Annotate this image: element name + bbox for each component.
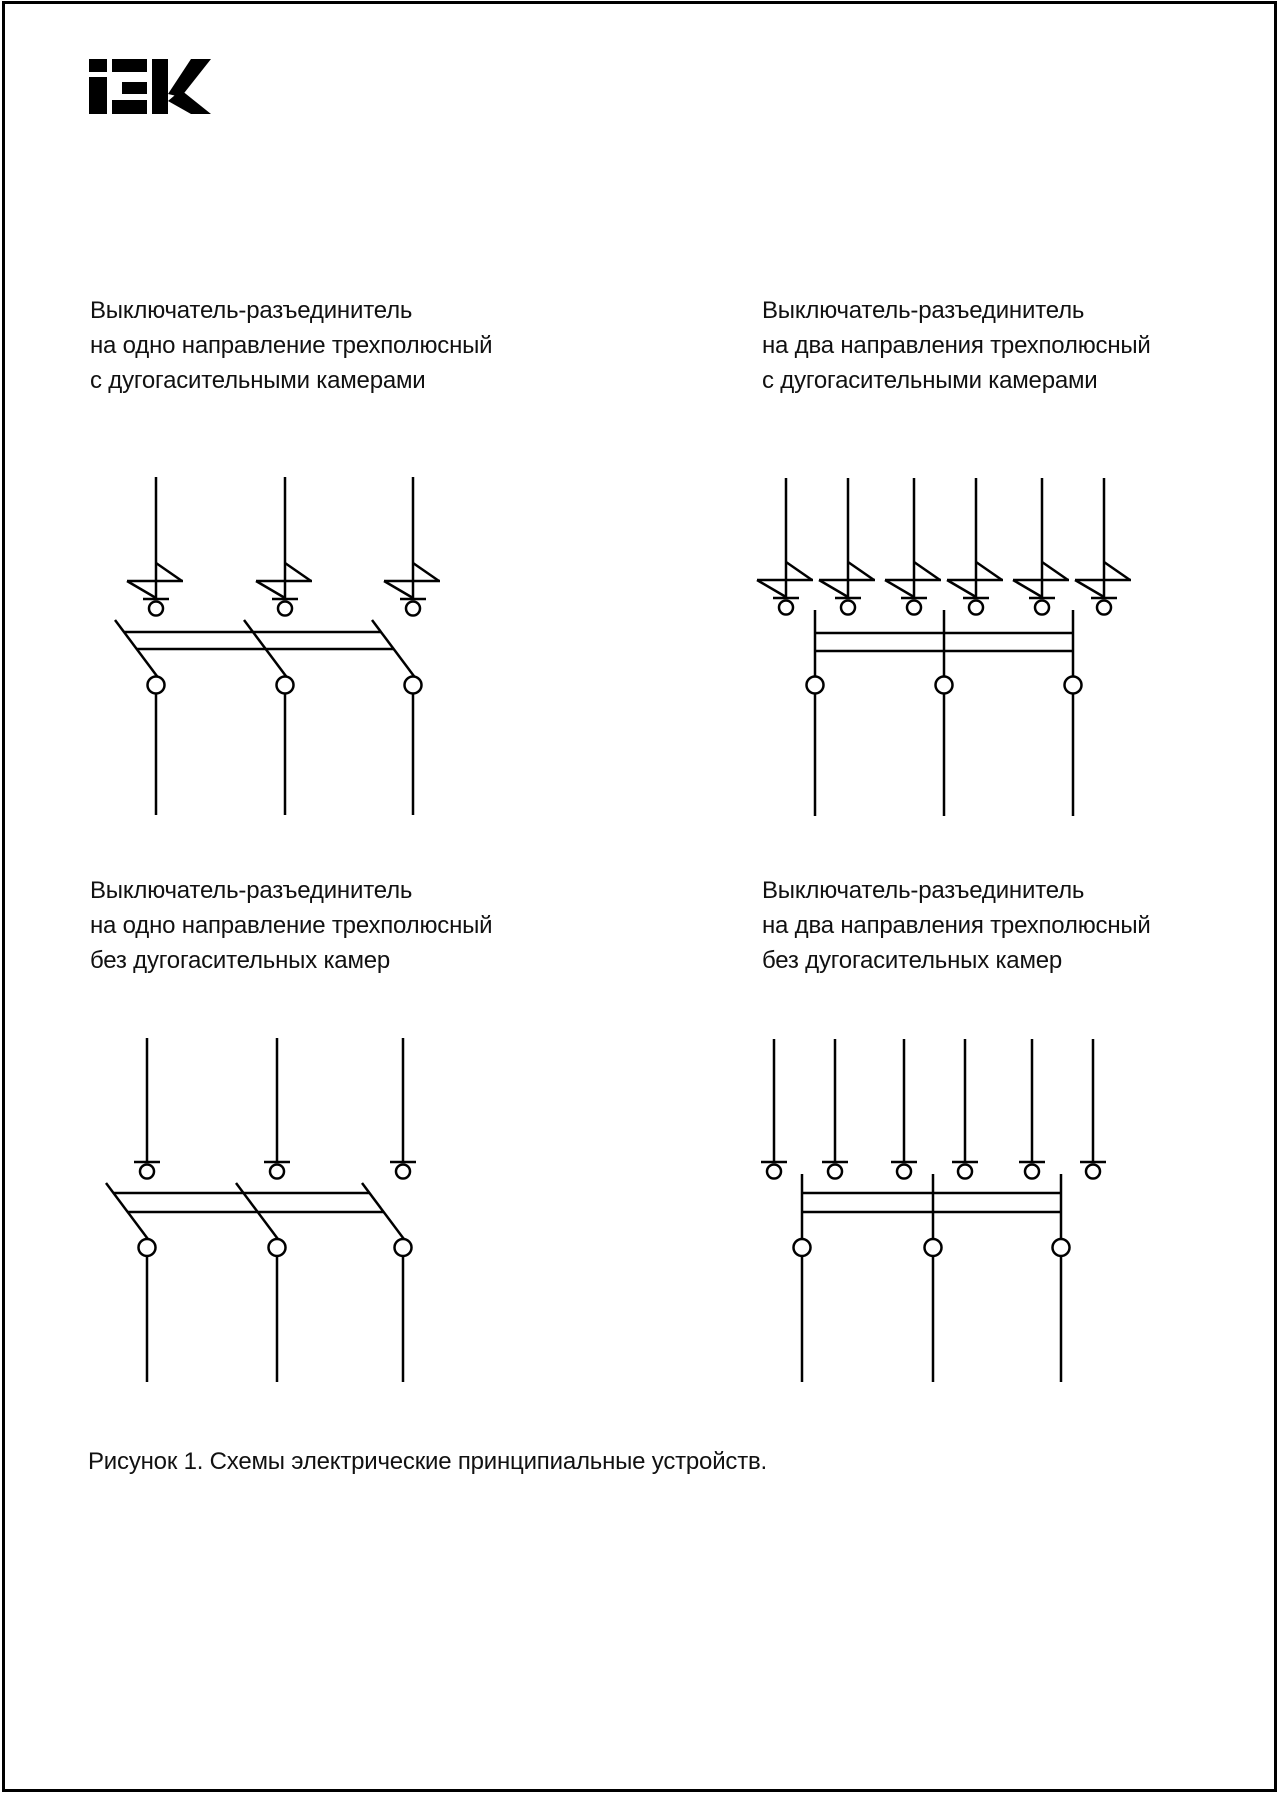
title-line: на два направления трехполюсный xyxy=(762,332,1151,359)
title-line: на одно направление трехполюсный xyxy=(90,912,493,939)
schematic-two-directions-no-chutes xyxy=(761,1039,1106,1382)
title-line: Выключатель-разъединитель xyxy=(90,297,413,324)
schematic-one-direction-with-chutes xyxy=(115,477,440,815)
title-line: Выключатель-разъединитель xyxy=(762,297,1085,324)
title-line: на одно направление трехполюсный xyxy=(90,332,493,359)
title-line: с дугогасительными камерами xyxy=(90,367,426,394)
title-line: Выключатель-разъединитель xyxy=(90,877,413,904)
title-line: без дугогасительных камер xyxy=(762,947,1063,974)
title-line: без дугогасительных камер xyxy=(90,947,391,974)
title-line: Выключатель-разъединитель xyxy=(762,877,1085,904)
schematic-two-directions-with-chutes xyxy=(757,478,1131,816)
figure-caption: Рисунок 1. Схемы электрические принципиальные устройств. xyxy=(88,1448,768,1475)
title-line: на два направления трехполюсный xyxy=(762,912,1151,939)
schematic-one-direction-no-chutes xyxy=(106,1038,416,1382)
title-line: с дугогасительными камерами xyxy=(762,367,1098,394)
